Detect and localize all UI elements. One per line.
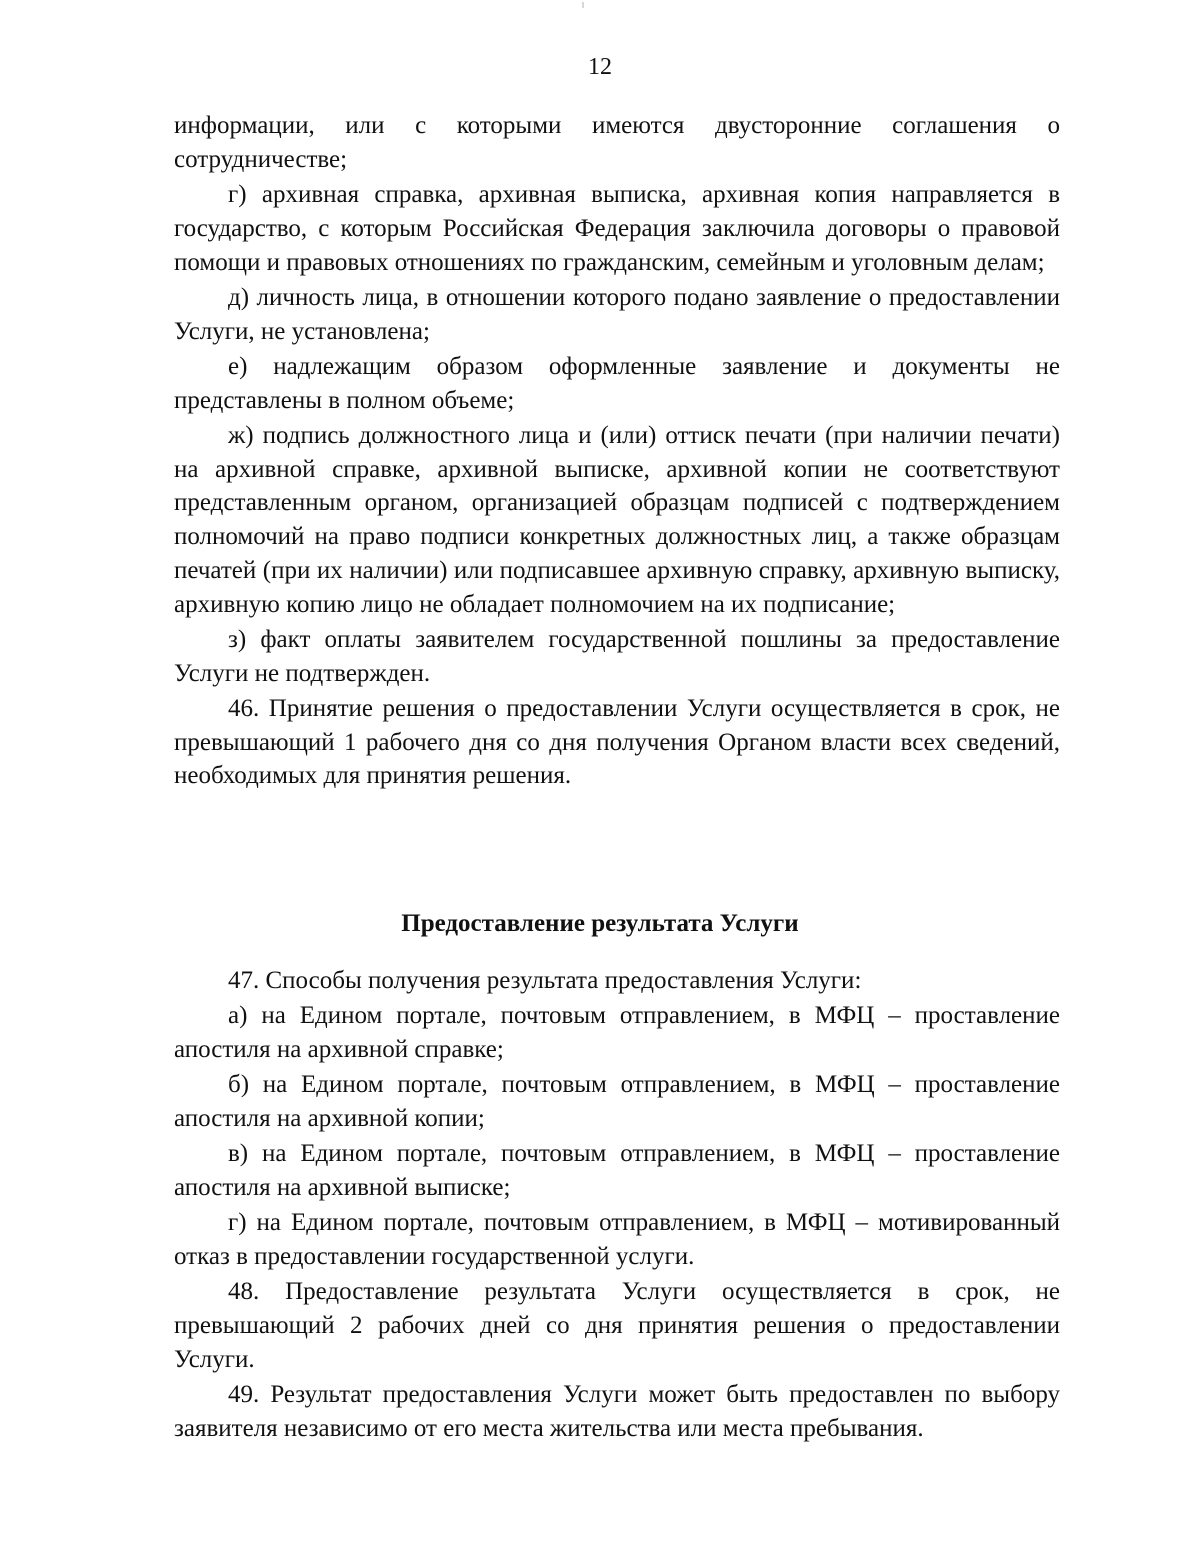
- paragraph-item-zh: ж) подпись должностного лица и (или) оттиск печати (при наличии печати) на архивной справке, архивной выписке, архивной копии не соответствуют представленным органом, организацией образцам подписей с подтверждением полномочий на право подписи конкретных должностных лиц, а также образцам печатей (при их наличии) или подписавшее архивную справку, архивную выписку, архивную копию лицо не обладает полномочием на их подписание;: [174, 421, 1060, 618]
- scan-mark: [582, 2, 584, 8]
- paragraph-46: 46. Принятие решения о предоставлении Услуги осуществляется в срок, не превышающий 1 рабочего дня со дня получения Органом власти всех сведений, необходимых для принятия решения.: [174, 694, 1060, 790]
- paragraph-item-z: з) факт оплаты заявителем государственной пошлины за предоставление Услуги не подтвержден.: [174, 625, 1060, 687]
- paragraph-continuation: информации, или с которыми имеются двусторонние соглашения о сотрудничестве;: [174, 112, 1060, 173]
- paragraph-47: 47. Способы получения результата предоставления Услуги:: [228, 967, 862, 994]
- paragraph-item-b: б) на Едином портале, почтовым отправлением, в МФЦ – проставление апостиля на архивной копии;: [174, 1071, 1060, 1132]
- paragraph-item-d: д) личность лица, в отношении которого подано заявление о предоставлении Услуги, не установлена;: [174, 283, 1060, 345]
- paragraph-item-g: г) архивная справка, архивная выписка, архивная копия направляется в государство, с которым Российская Федерация заключила договоры о правовой помощи и правовых отношениях по гражданским, семейным и уголовным делам;: [174, 180, 1060, 276]
- section-grounds-for-refusal: [174, 109, 1060, 793]
- paragraph-49: 49. Результат предоставления Услуги может быть предоставлен по выбору заявителя независимо от его места жительства или места пребывания.: [174, 1380, 1060, 1442]
- page-number: 12: [588, 54, 612, 80]
- section-result-delivery: [174, 964, 1060, 1446]
- paragraph-item-a: а) на Едином портале, почтовым отправлением, в МФЦ – проставление апостиля на архивной справке;: [174, 1002, 1060, 1063]
- paragraph-item-e: е) надлежащим образом оформленные заявление и документы не представлены в полном объеме;: [174, 352, 1060, 414]
- section-heading: Предоставление результата Услуги: [401, 910, 799, 937]
- paragraph-item-v: в) на Едином портале, почтовым отправлением, в МФЦ – проставление апостиля на архивной выписке;: [174, 1140, 1060, 1201]
- paragraph-48: 48. Предоставление результата Услуги осуществляется в срок, не превышающий 2 рабочих дней со дня принятия решения о предоставлении Услуги.: [174, 1278, 1060, 1373]
- paragraph-item-g2: г) на Едином портале, почтовым отправлением, в МФЦ – мотивированный отказ в предоставлении государственной услуги.: [174, 1209, 1060, 1270]
